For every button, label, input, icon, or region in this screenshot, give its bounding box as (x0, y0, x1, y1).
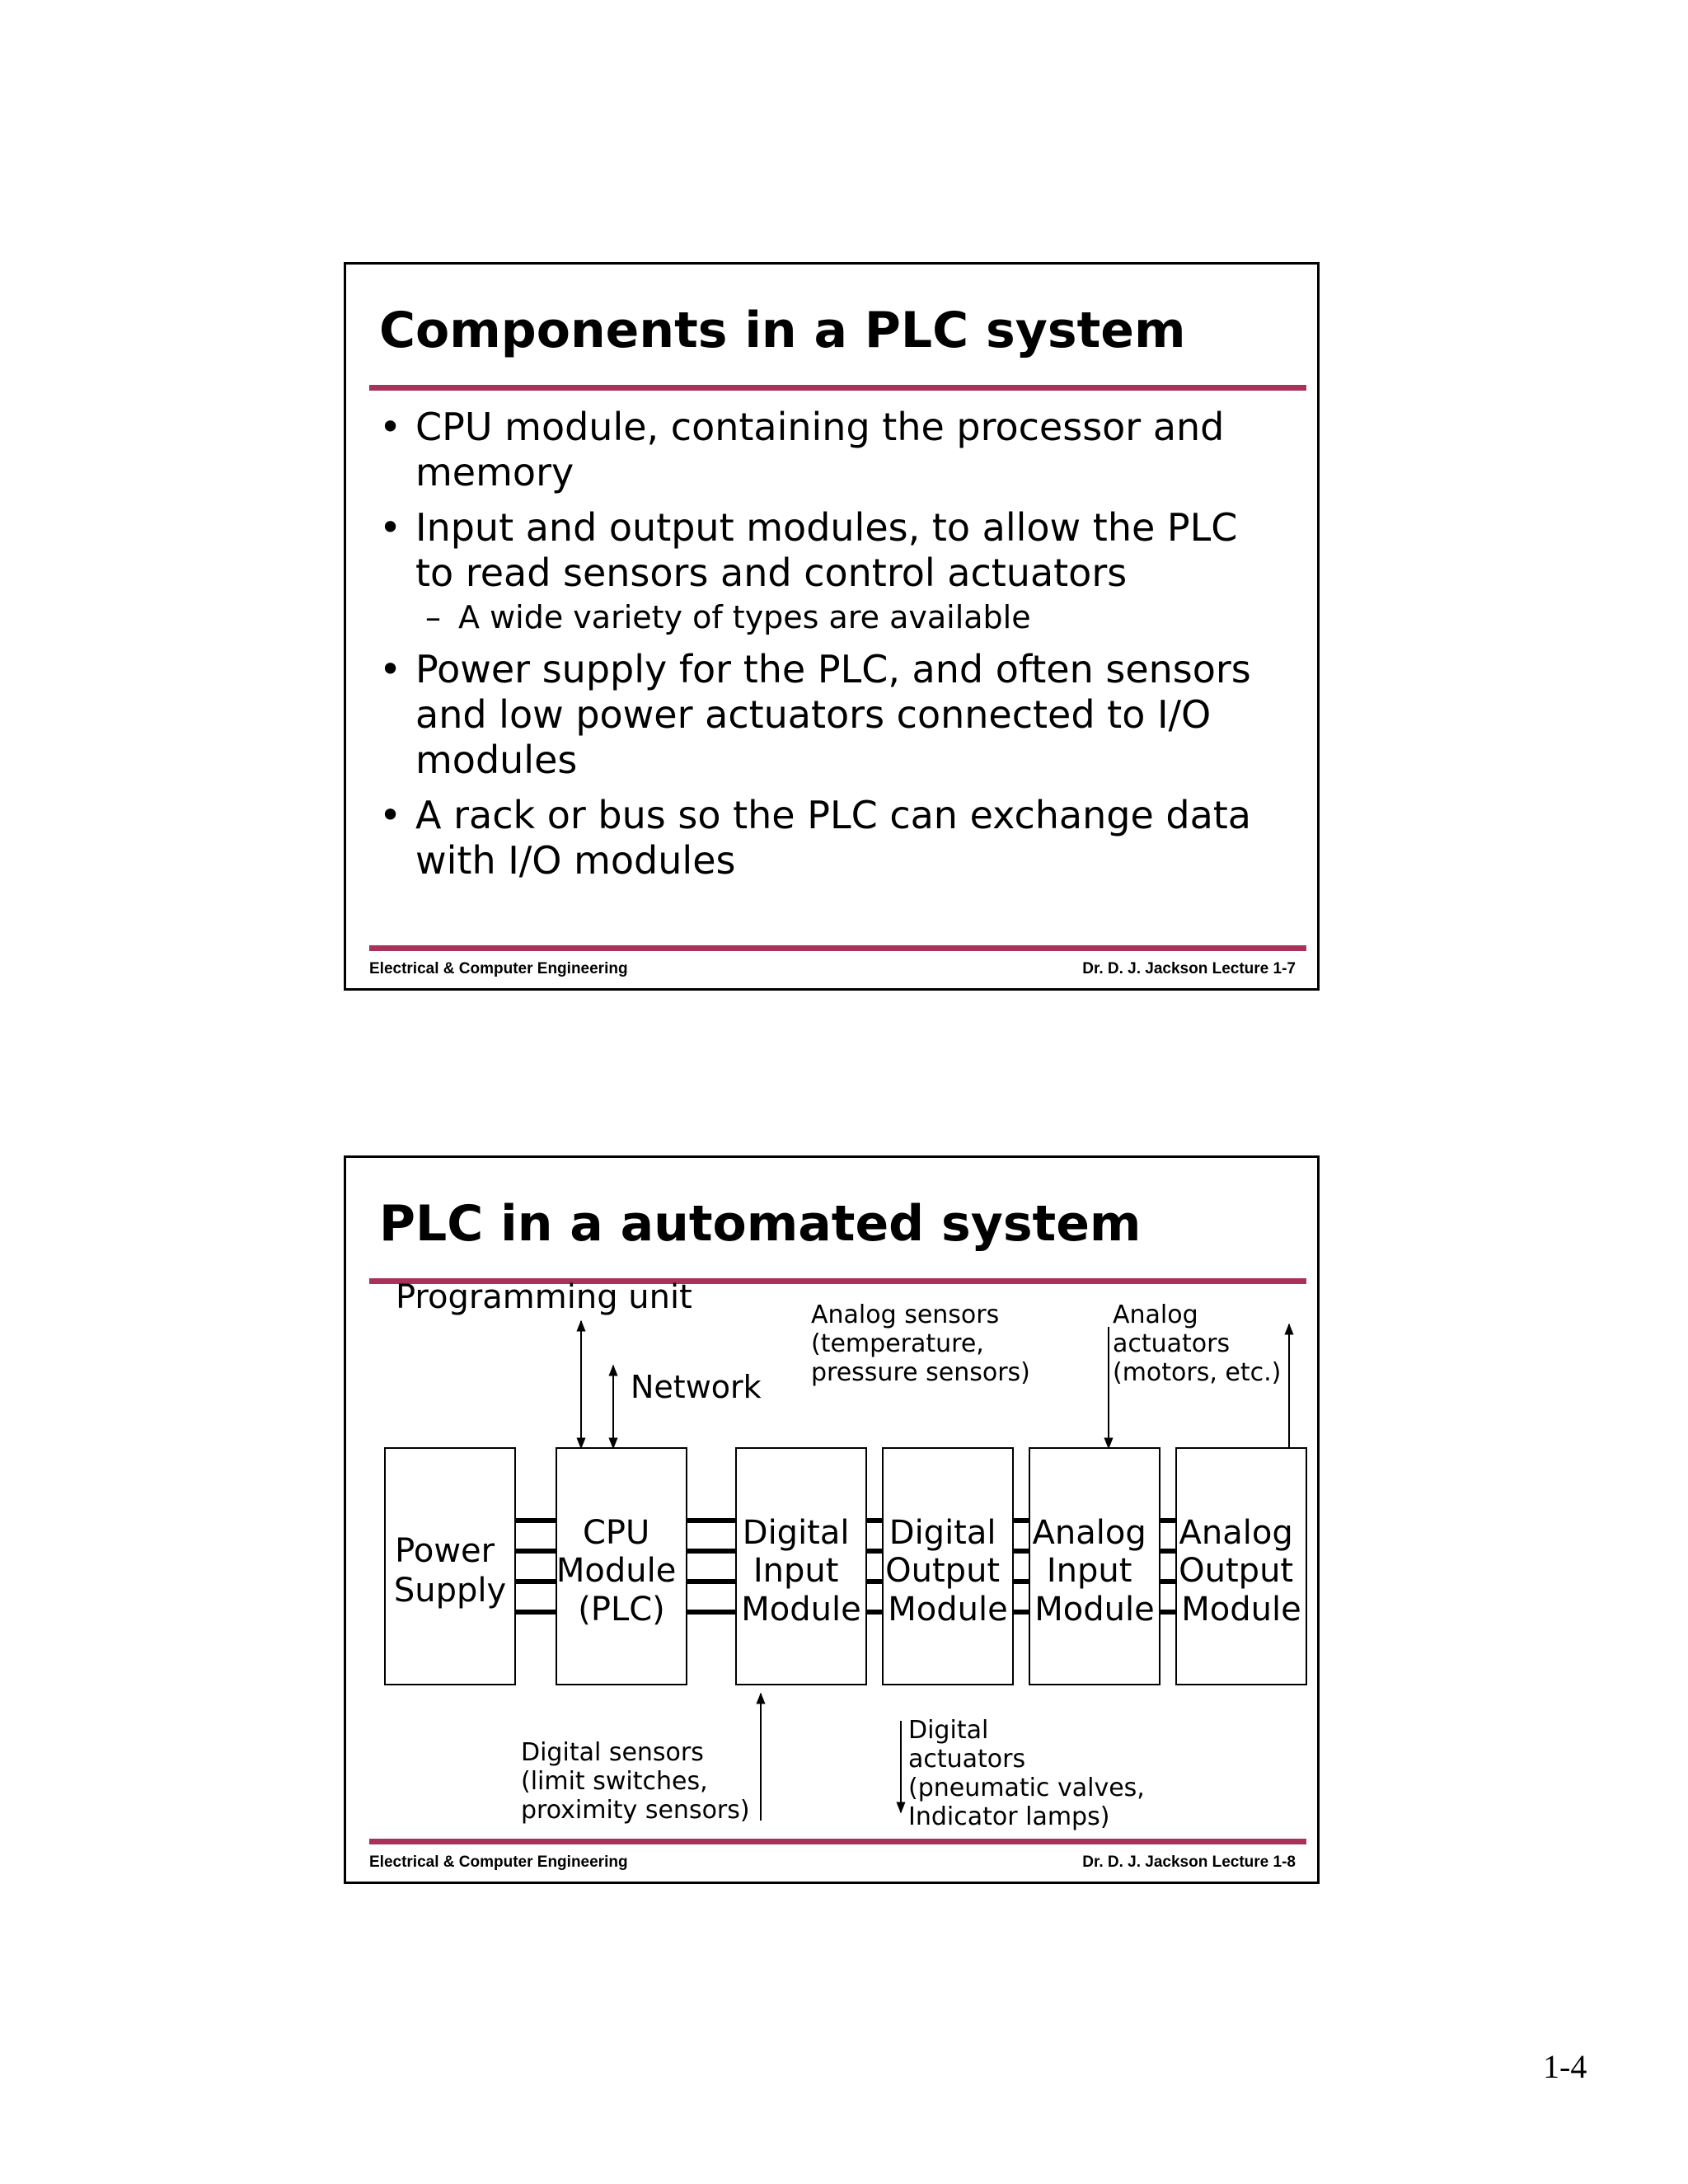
bullet-item (379, 647, 1302, 783)
bullet-line: Input and output modules, to allow the PLC (415, 505, 1238, 550)
bullet-line: to read sensors and control actuators (415, 551, 1128, 595)
page-number: 1-4 (1543, 2048, 1587, 2085)
plc-system-diagram (346, 1158, 1322, 1886)
bullet-icon: • (379, 405, 402, 449)
bus-connector-analog-input-output (1160, 1521, 1176, 1612)
slide-title: Components in a PLC system (379, 302, 1186, 359)
slide-components (344, 262, 1320, 991)
footer-lecture: Dr. D. J. Jackson Lecture 1-7 (1082, 960, 1296, 977)
slide-plc-automated-system (344, 1155, 1320, 1884)
programming-unit-label: Programming unit (396, 1278, 692, 1316)
sub-bullet-item (379, 598, 1302, 637)
footer-lecture: Dr. D. J. Jackson Lecture 1-8 (1082, 1854, 1296, 1871)
bullet-line: modules (415, 738, 578, 782)
bullet-icon: • (379, 793, 402, 837)
cpu-module-label: CPU Module (PLC) (556, 1514, 677, 1629)
power-supply-label: Power Supply (393, 1532, 507, 1610)
digital-sensors-label: Digital sensors (limit switches, proximity sensors) (521, 1738, 750, 1825)
footer-department: Electrical & Computer Engineering (369, 1854, 628, 1871)
bullet-item (379, 505, 1302, 596)
digital-output-module-label: Digital Output Module (885, 1514, 1008, 1629)
title-rule (369, 385, 1306, 391)
bullet-list (379, 405, 1302, 893)
analog-actuators-label: Analog actuators (motors, etc.) (1113, 1301, 1282, 1387)
bullet-line: Power supply for the PLC, and often sensors (415, 647, 1251, 691)
footer-department: Electrical & Computer Engineering (369, 960, 628, 977)
bus-connector-power-cpu (515, 1521, 556, 1612)
sub-bullet-text: A wide variety of types are available (458, 599, 1031, 635)
bullet-icon: • (379, 647, 402, 691)
bullet-line: memory (415, 450, 574, 494)
digital-actuators-label: Digital actuators (pneumatic valves, Indicator lamps) (908, 1716, 1145, 1831)
digital-input-module-label: Digital Input Module (741, 1514, 861, 1629)
bullet-icon: • (379, 505, 402, 550)
bus-connector-digital-input-output (866, 1521, 883, 1612)
network-label: Network (631, 1369, 762, 1405)
analog-output-module-label: Analog Output Module (1179, 1514, 1301, 1629)
footer-rule (369, 945, 1306, 951)
bullet-line: and low power actuators connected to I/O (415, 692, 1212, 737)
slide-title: PLC in a automated system (379, 1195, 1142, 1253)
dash-icon: – (425, 599, 441, 635)
bullet-line: A rack or bus so the PLC can exchange data (415, 793, 1251, 837)
footer-rule (369, 1839, 1306, 1844)
bullet-line: with I/O modules (415, 838, 736, 883)
analog-sensors-label: Analog sensors (temperature, pressure sensors) (811, 1301, 1030, 1387)
analog-input-module-label: Analog Input Module (1032, 1514, 1155, 1629)
bus-connector-digital-output-analog-input (1013, 1521, 1029, 1612)
bullet-item (379, 793, 1302, 883)
bullet-line: CPU module, containing the processor and (415, 405, 1225, 449)
bullet-item (379, 405, 1302, 495)
bus-connector-cpu-digital-input (687, 1521, 736, 1612)
